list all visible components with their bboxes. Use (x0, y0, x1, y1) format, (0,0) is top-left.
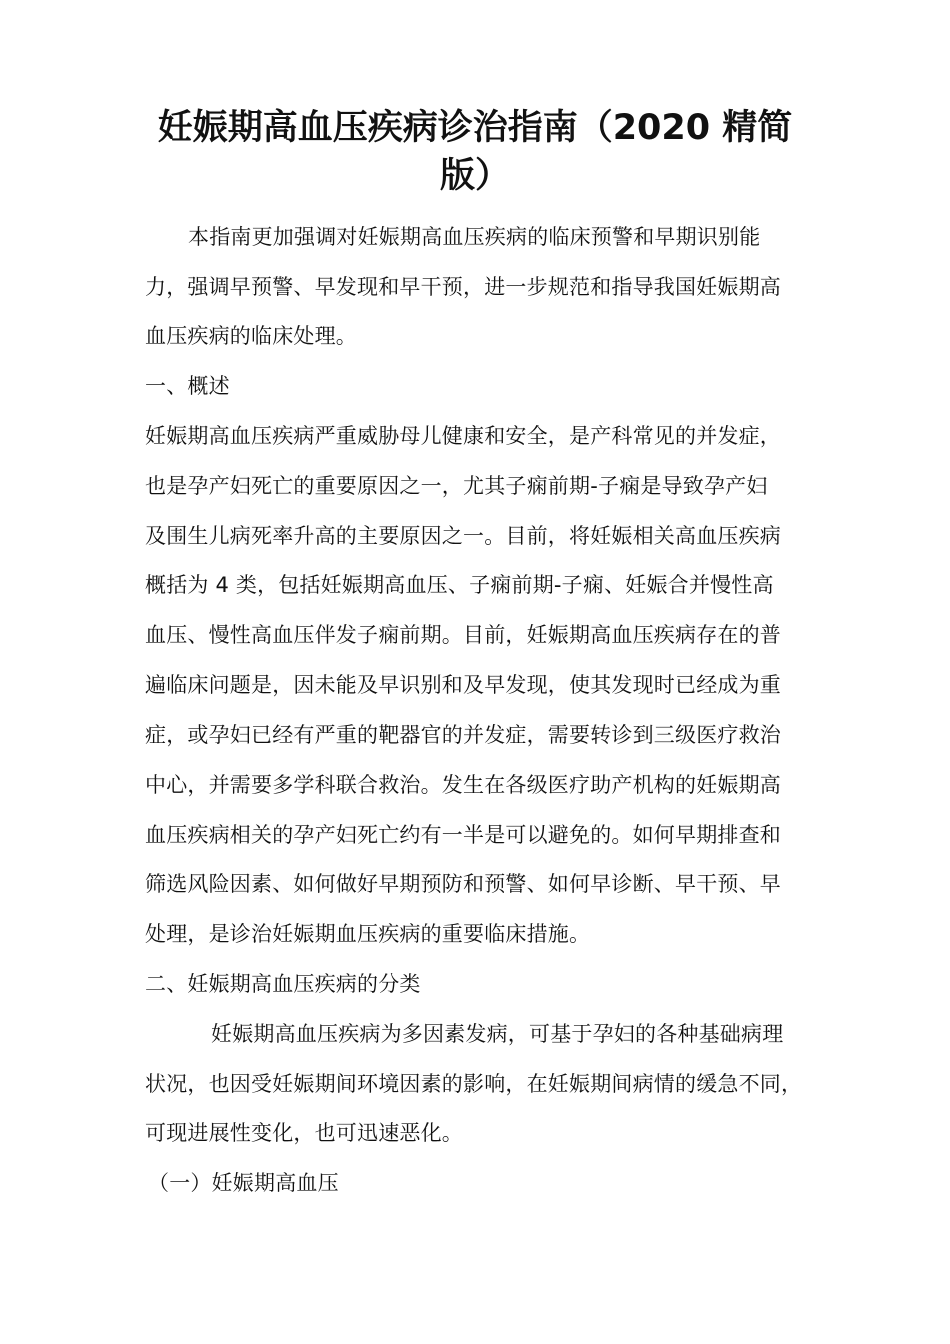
document-title-line-1: 妊娠期高血压疾病诊治指南（2020 精简 (157, 108, 793, 148)
overview-paragraph-line: 妊娠期高血压疾病严重威胁母儿健康和安全，是产科常见的并发症， (145, 424, 781, 448)
classification-paragraph-line: 可现进展性变化，也可迅速恶化。 (145, 1121, 463, 1145)
overview-paragraph-line: 血压、慢性高血压伴发子痫前期。目前，妊娠期高血压疾病存在的普 (145, 623, 781, 647)
classification-paragraph-line: 妊娠期高血压疾病为多因素发病，可基于孕妇的各种基础病理 (211, 1022, 784, 1046)
overview-paragraph-line: 及围生儿病死率升高的主要原因之一。目前，将妊娠相关高血压疾病 (145, 524, 781, 548)
overview-paragraph-line: 症，或孕妇已经有严重的靶器官的并发症，需要转诊到三级医疗救治 (145, 723, 781, 747)
overview-paragraph-line: 血压疾病相关的孕产妇死亡约有一半是可以避免的。如何早期排查和 (145, 823, 781, 847)
section-heading-classification: 二、妊娠期高血压疾病的分类 (145, 972, 421, 996)
section-heading-overview: 一、概述 (145, 374, 230, 398)
overview-paragraph-line: 筛选风险因素、如何做好早期预防和预警、如何早诊断、早干预、早 (145, 872, 781, 896)
intro-paragraph-line: 本指南更加强调对妊娠期高血压疾病的临床预警和早期识别能 (188, 225, 761, 249)
overview-paragraph-line: 也是孕产妇死亡的重要原因之一，尤其子痫前期-子痫是导致孕产妇 (145, 474, 768, 498)
subsection-heading-gestational-hypertension: （一）妊娠期高血压 (148, 1171, 339, 1195)
overview-paragraph-line: 概括为 4 类，包括妊娠期高血压、子痫前期-子痫、妊娠合并慢性高 (145, 573, 774, 597)
intro-paragraph-line: 力，强调早预警、早发现和早干预，进一步规范和指导我国妊娠期高 (145, 275, 781, 299)
overview-paragraph-line: 处理，是诊治妊娠期血压疾病的重要临床措施。 (145, 922, 591, 946)
intro-paragraph-line: 血压疾病的临床处理。 (145, 324, 357, 348)
classification-paragraph-line: 状况，也因受妊娠期间环境因素的影响，在妊娠期间病情的缓急不同， (145, 1072, 803, 1096)
overview-paragraph-line: 遍临床问题是，因未能及早识别和及早发现，使其发现时已经成为重 (145, 673, 781, 697)
overview-paragraph-line: 中心，并需要多学科联合救治。发生在各级医疗助产机构的妊娠期高 (145, 773, 781, 797)
document-title-line-2: 版） (439, 156, 510, 196)
